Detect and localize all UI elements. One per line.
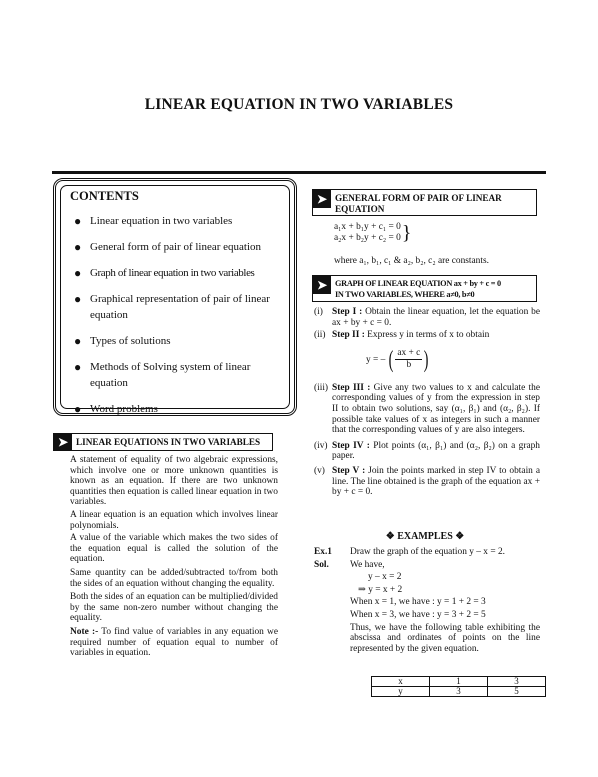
graph-section-heading: ➤ GRAPH OF LINEAR EQUATION ax + by + c = 0 IN TWO VARIABLES, WHERE a≠0, b≠0 xyxy=(312,275,537,302)
bullet-icon: ● xyxy=(74,334,82,348)
contents-item: ● Types of solutions xyxy=(74,334,171,348)
bullet-icon: ● xyxy=(74,402,82,416)
step-item: (iv) Step IV : Plot points (α₁, β₁) and (α₂, β₂) on a graph paper. xyxy=(314,440,540,462)
paragraph: A value of the variable which makes the two sides of the equation equal is called the solution of the equation. xyxy=(70,533,278,565)
general-form-where: where a₁, b₁, c₁ & a₂, b₂, c₂ are constants. xyxy=(334,256,489,266)
equation-2: a₂x + b₂y + c₂ = 0 xyxy=(334,233,401,243)
brace-icon: } xyxy=(401,222,412,244)
general-form-equations xyxy=(334,222,411,244)
equation-1: a₁x + b₁y + c₁ = 0 xyxy=(334,222,401,232)
paragraph: Same quantity can be added/subtracted to/from both the sides of an equation without changing the equality. xyxy=(70,567,278,589)
contents-heading: CONTENTS xyxy=(70,189,139,203)
contents-item: ● Methods of Solving system of linear equation xyxy=(74,360,251,389)
note-label: Note :- xyxy=(70,626,99,637)
general-form-heading: ➤ GENERAL FORM OF PAIR OF LINEAR EQUATION xyxy=(312,189,537,216)
bullet-icon: ● xyxy=(74,240,82,254)
contents-item: ● Linear equation in two variables xyxy=(74,214,233,228)
solution-label: Sol. xyxy=(314,559,329,570)
paragraph: Both the sides of an equation can be multiplied/divided by the same non-zero number without changing the equality. xyxy=(70,592,278,624)
solution-body: We have, y – x = 2 ⇒ y = x + 2 When x = 1, we have : y = 1 + 2 = 3 When x = 3, we have : y = 3 + 2 = 5 Thus, we have the following table exhibiting the abscissa and ordinates of points on the line represented by the given equation. xyxy=(350,559,540,654)
example-label: Ex.1 xyxy=(314,547,332,557)
bullet-icon: ● xyxy=(74,360,82,374)
examples-heading: ❖ EXAMPLES ❖ xyxy=(385,531,465,542)
example-1 xyxy=(314,547,540,654)
bullet-icon: ● xyxy=(74,292,82,306)
step-item: (v) Step V : Join the points marked in step IV to obtain a line. The line obtained is the graph of the equation ax + by + c = 0. xyxy=(314,465,540,498)
bullet-icon: ● xyxy=(74,214,82,228)
table-row: y 3 5 xyxy=(372,687,546,697)
example-text: Draw the graph of the equation y – x = 2. xyxy=(350,547,505,557)
contents-box xyxy=(53,178,297,416)
title-divider xyxy=(52,171,546,174)
contents-item: ● Graphical representation of pair of linear equation xyxy=(74,292,270,321)
note-text: To find value of variables in any equation we required number of equation equal to number of variables in equation. xyxy=(70,626,278,659)
contents-item: ● General form of pair of linear equation xyxy=(74,240,262,254)
steps-list xyxy=(314,307,540,498)
note xyxy=(70,627,278,659)
contents-item: ● Word problems xyxy=(74,402,158,416)
table-row: x 1 3 xyxy=(372,677,546,687)
left-section-heading: ➤ LINEAR EQUATIONS IN TWO VARIABLES xyxy=(53,433,273,451)
step-item: (iii) Step III : Give any two values to x and calculate the corresponding values of y from the expression in step II to obtain two solutions, say (α₁, β₁) and (α₂, β₂). If possible take values of x as integers in such a manner that the corresponding values of y are also integers. xyxy=(314,382,540,436)
contents-list xyxy=(70,213,282,427)
fraction: ax + c b xyxy=(397,348,421,371)
left-section-body xyxy=(70,455,278,659)
step-item: (ii) Step II : Express y in terms of x to obtain xyxy=(314,330,490,341)
contents-item: ● Graph of linear equation in two variables xyxy=(74,266,255,280)
step-item: (i) Step I : Obtain the linear equation, let the equation be ax + by + c = 0. xyxy=(314,307,541,328)
formula: y = – ( ax + c b ) xyxy=(366,346,429,373)
arrow-right-icon: ➤ xyxy=(54,434,72,450)
page-title: LINEAR EQUATION IN TWO VARIABLES xyxy=(144,96,454,113)
bullet-icon: ● xyxy=(74,266,82,280)
values-table-wrap xyxy=(371,676,546,697)
arrow-right-icon: ➤ xyxy=(313,190,331,208)
arrow-right-icon: ➤ xyxy=(313,276,331,294)
paragraph: A linear equation is an equation which involves linear polynomials. xyxy=(70,509,278,531)
paragraph: A statement of equality of two algebraic expressions, which involve one or more unknown quantities is known as an equation. If there are two unknown quantities then equation is called linear equation in two variables. xyxy=(70,455,278,508)
values-table xyxy=(371,676,546,697)
